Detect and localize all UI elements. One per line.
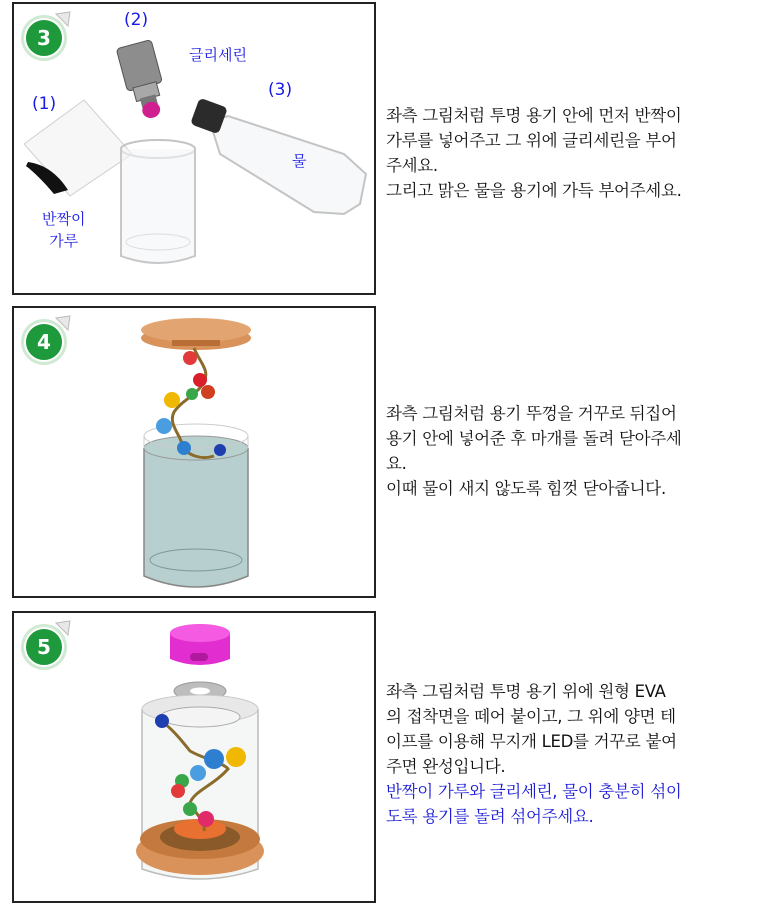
glycerin-label: 글리세린 [189,46,247,64]
glycerin-bottle-icon [116,40,170,123]
instruction-line: 그리고 맑은 물을 용기에 가득 부어주세요. [386,181,682,200]
instruction-line: 의 접착면을 떼어 붙이고, 그 위에 양면 테 [386,707,676,726]
instruction-line: 좌측 그림처럼 투명 용기 위에 원형 EVA [386,682,666,701]
instruction-line: 이때 물이 새지 않도록 힘껏 닫아줍니다. [386,479,666,498]
water-label: 물 [292,152,307,170]
water-bottle-icon [190,98,366,214]
rainbow-led-cap-icon [170,624,230,665]
step-3-illustration-panel [12,2,376,295]
instruction-line: 좌측 그림처럼 투명 용기 안에 먼저 반짝이 [386,106,682,125]
step-5-instructions [386,679,748,829]
step-number: 5 [37,635,51,659]
instruction-line: 이프를 이용해 무지개 LED를 거꾸로 붙여 [386,732,677,751]
clear-container-icon [121,140,195,263]
instruction-line: 주면 완성입니다. [386,757,506,776]
powder-label-line2: 가루 [49,232,79,250]
instruction-line: 주세요. [386,156,438,175]
instruction-line: 용기 안에 넣어준 후 마개를 돌려 닫아주세 [386,429,682,448]
glycerin-number-label: (2) [124,10,149,30]
powder-label-line1: 반짝이 [42,210,86,228]
step-number: 4 [37,330,51,354]
instruction-line: 좌측 그림처럼 용기 뚜껑을 거꾸로 뒤집어 [386,404,677,423]
highlight-instruction-line: 도록 용기를 돌려 섞어주세요. [386,807,594,826]
step-4-illustration [14,308,376,598]
powder-number-label: (1) [32,94,57,114]
step-number: 3 [37,26,51,50]
water-container-icon [144,424,248,587]
instruction-line: 요. [386,454,407,473]
highlight-instruction-line: 반짝이 가루와 글리세린, 물이 충분히 섞이 [386,782,682,801]
container-lid-icon [141,318,251,350]
step-3-instructions [386,103,748,203]
powder-label [42,208,85,252]
glitter-packet-icon [24,100,132,196]
instruction-line: 가루를 넣어주고 그 위에 글리세린을 부어 [386,131,677,150]
water-number-label: (3) [268,80,293,100]
step-4-illustration-panel [12,306,376,598]
step-5-illustration-panel [12,611,376,903]
step-4-instructions [386,401,748,501]
step-5-illustration [14,613,376,903]
